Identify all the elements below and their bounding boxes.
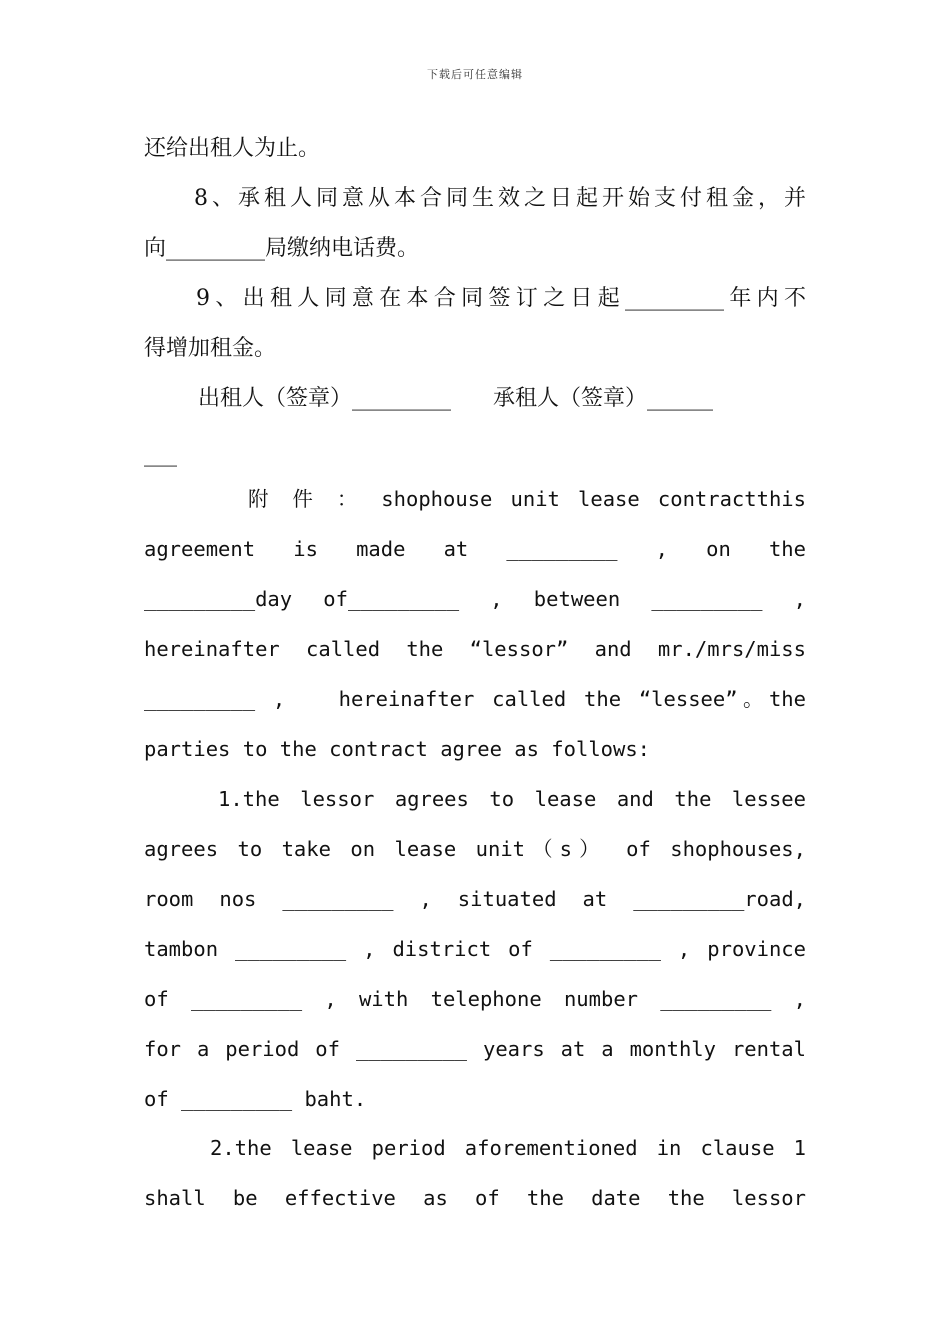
body-line: 8、承租人同意从本合同生效之日起开始支付租金，并 — [194, 186, 806, 211]
body-line: 9、出租人同意在本合同签订之日起_________年内不 — [196, 286, 806, 311]
body-line: agreement is made at _________ , on the — [144, 537, 806, 561]
body-line: 得增加租金。 — [144, 336, 277, 361]
page-header: 下载后可任意编辑 — [427, 68, 523, 81]
signature-line: 出租人（签章）_________ 承租人（签章）______ — [198, 386, 713, 411]
body-line: 还给出租人为止。 — [144, 136, 321, 161]
body-line: hereinafter called the “lessor” and mr./mrs/miss — [144, 637, 806, 661]
body-line: _________day of_________ , between _________ , — [144, 587, 806, 611]
signature-line-continued: ___ — [144, 442, 177, 467]
body-line: for a period of _________ years at a monthly rental — [144, 1037, 806, 1061]
body-line: agrees to take on lease unit（s） of shophouses, — [144, 837, 806, 861]
body-line: tambon _________ , district of _________ , province — [144, 937, 806, 961]
body-line: _________ , hereinafter called the “lessee”。the — [144, 687, 806, 711]
body-line: shall be effective as of the date the lessor — [144, 1186, 806, 1210]
body-line: of _________ , with telephone number _________ , — [144, 987, 806, 1011]
body-line: 2.the lease period aforementioned in clause 1 — [210, 1136, 806, 1160]
body-line: room nos _________ , situated at _________road, — [144, 887, 806, 911]
body-line: 附 件 ： shophouse unit lease contractthis — [248, 487, 806, 511]
body-line: 向_________局缴纳电话费。 — [144, 236, 420, 261]
body-line: of _________ baht. — [144, 1087, 367, 1111]
body-line: parties to the contract agree as follows: — [144, 737, 651, 761]
body-line: 1.the lessor agrees to lease and the lessee — [218, 787, 806, 811]
